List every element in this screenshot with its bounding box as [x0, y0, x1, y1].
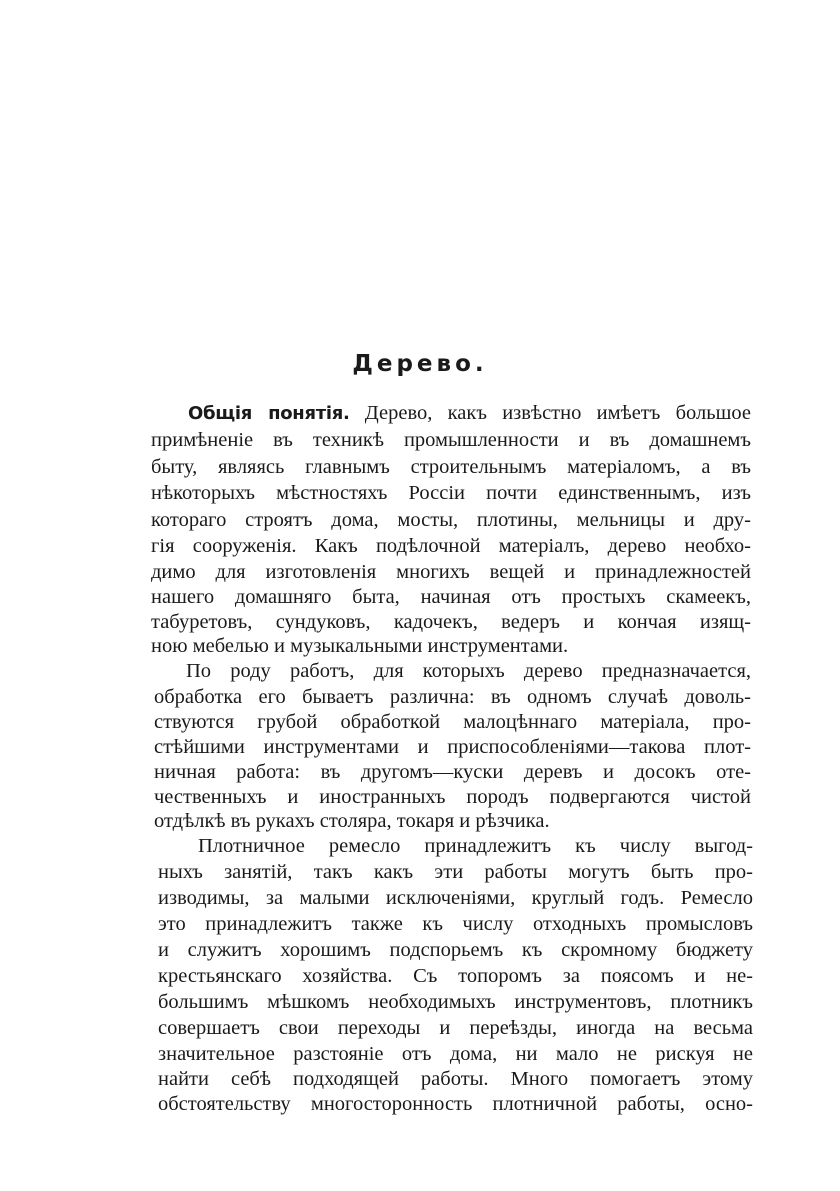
text-line	[188, 401, 751, 426]
text-line-content: Дерево, какъ извѣстно имѣетъ большое	[364, 402, 751, 424]
text-line: димо для изготовленія многихъ вещей и принадлежностей	[151, 561, 751, 583]
text-line: чественныхъ и иностранныхъ породъ подвергаются чистой	[154, 786, 751, 808]
section-heading: Общія понятія.	[188, 403, 350, 424]
text-line: ныхъ занятій, такъ какъ эти работы могутъ быть про-	[158, 861, 753, 883]
text-line: изводимы, за малыми исключеніями, круглый годъ. Ремесло	[158, 887, 753, 909]
text-line: стѣйшими инструментами и приспособленіями—такова плот-	[154, 736, 751, 758]
text-line: примѣненіе въ техникѣ промышленности и въ домашнемъ	[151, 429, 751, 451]
text-line: совершаетъ свои переходы и переѣзды, иногда на весьма	[158, 1017, 753, 1039]
text-line: По роду работъ, для которыхъ дерево предназначается,	[186, 660, 751, 682]
text-line: обработка его бываетъ различна: въ одномъ случаѣ доволь-	[154, 686, 751, 708]
text-line: отдѣлкѣ въ рукахъ столяра, токаря и рѣзчика.	[154, 810, 550, 832]
text-line: котораго строятъ дома, мосты, плотины, мельницы и дру-	[151, 509, 751, 531]
text-line: гія сооруженія. Какъ подѣлочной матеріалъ, дерево необхо-	[151, 535, 751, 557]
text-line: нѣкоторыхъ мѣстностяхъ Россіи почти единственнымъ, изъ	[151, 482, 751, 504]
text-line: ствуются грубой обработкой малоцѣннаго матеріала, про-	[154, 711, 751, 733]
text-line: нашего домашняго быта, начиная отъ простыхъ скамеекъ,	[151, 586, 751, 608]
text-line: ничная работа: въ другомъ—куски деревъ и досокъ оте-	[154, 761, 751, 783]
text-line: быту, являясь главнымъ строительнымъ матеріаломъ, а въ	[151, 456, 751, 478]
text-line: крестьянскаго хозяйства. Съ топоромъ за поясомъ и не-	[158, 965, 753, 987]
text-line: табуретовъ, сундуковъ, кадочекъ, ведеръ и кончая изящ-	[151, 611, 751, 633]
text-line: и служитъ хорошимъ подспорьемъ къ скромному бюджету	[158, 939, 753, 961]
text-line: значительное разстояніе отъ дома, ни мало не рискуя не	[158, 1043, 753, 1065]
text-line: Плотничное ремесло принадлежитъ къ числу выгод-	[198, 835, 753, 857]
text-line: обстоятельству многосторонность плотничной работы, осно-	[158, 1093, 753, 1115]
text-line: это принадлежитъ также къ числу отходныхъ промысловъ	[158, 913, 753, 935]
text-line: большимъ мѣшкомъ необходимыхъ инструментовъ, плотникъ	[158, 991, 753, 1013]
text-line: ною мебелью и музыкальными инструментами.	[151, 635, 569, 657]
text-line: найти себѣ подходящей работы. Много помогаетъ этому	[158, 1068, 753, 1090]
page-title: Дерево.	[352, 351, 488, 377]
